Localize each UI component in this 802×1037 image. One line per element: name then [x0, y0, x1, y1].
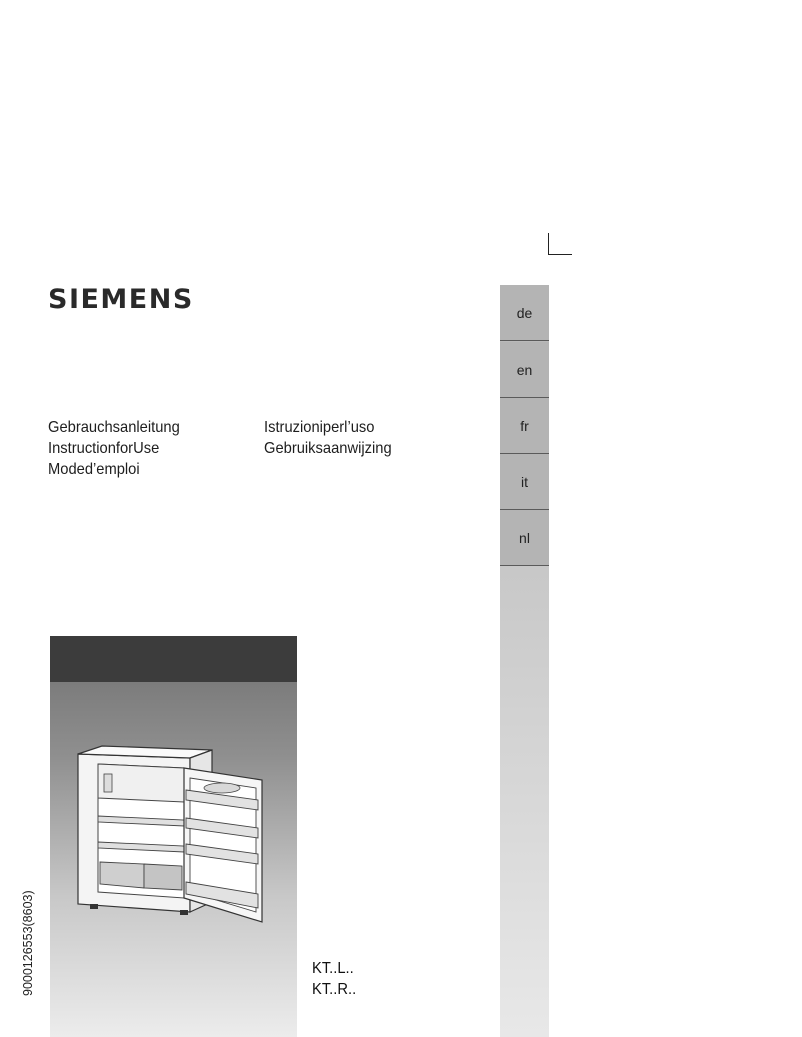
crop-corner-mark: [548, 233, 572, 255]
title-nl: Gebruiksaanwijzing: [264, 440, 392, 457]
model-numbers: [312, 958, 360, 1000]
model-number-l: KT..L..: [312, 960, 354, 977]
language-tab-nl: nl: [500, 510, 549, 566]
part-number: 9000126553(8603): [21, 890, 35, 996]
cover-dark-band: [50, 636, 297, 682]
language-tab-it: it: [500, 454, 549, 510]
model-number-r: KT..R..: [312, 981, 357, 998]
language-tab-fr: fr: [500, 398, 549, 454]
title-de: Gebrauchsanleitung: [48, 419, 180, 436]
manual-titles-left: [48, 417, 191, 480]
title-it: Istruzioniperl’uso: [264, 419, 375, 436]
language-tab-de: de: [500, 285, 549, 341]
cover-illustration-panel: [50, 636, 297, 1037]
brand-logo: SIEMENS: [48, 284, 194, 315]
language-tab-strip: [500, 285, 549, 1037]
refrigerator-illustration: [72, 744, 302, 929]
language-tab-en: en: [500, 342, 549, 398]
title-fr: Moded’emploi: [48, 461, 140, 478]
title-en: InstructionforUse: [48, 440, 160, 457]
manual-titles-right: [264, 417, 403, 459]
